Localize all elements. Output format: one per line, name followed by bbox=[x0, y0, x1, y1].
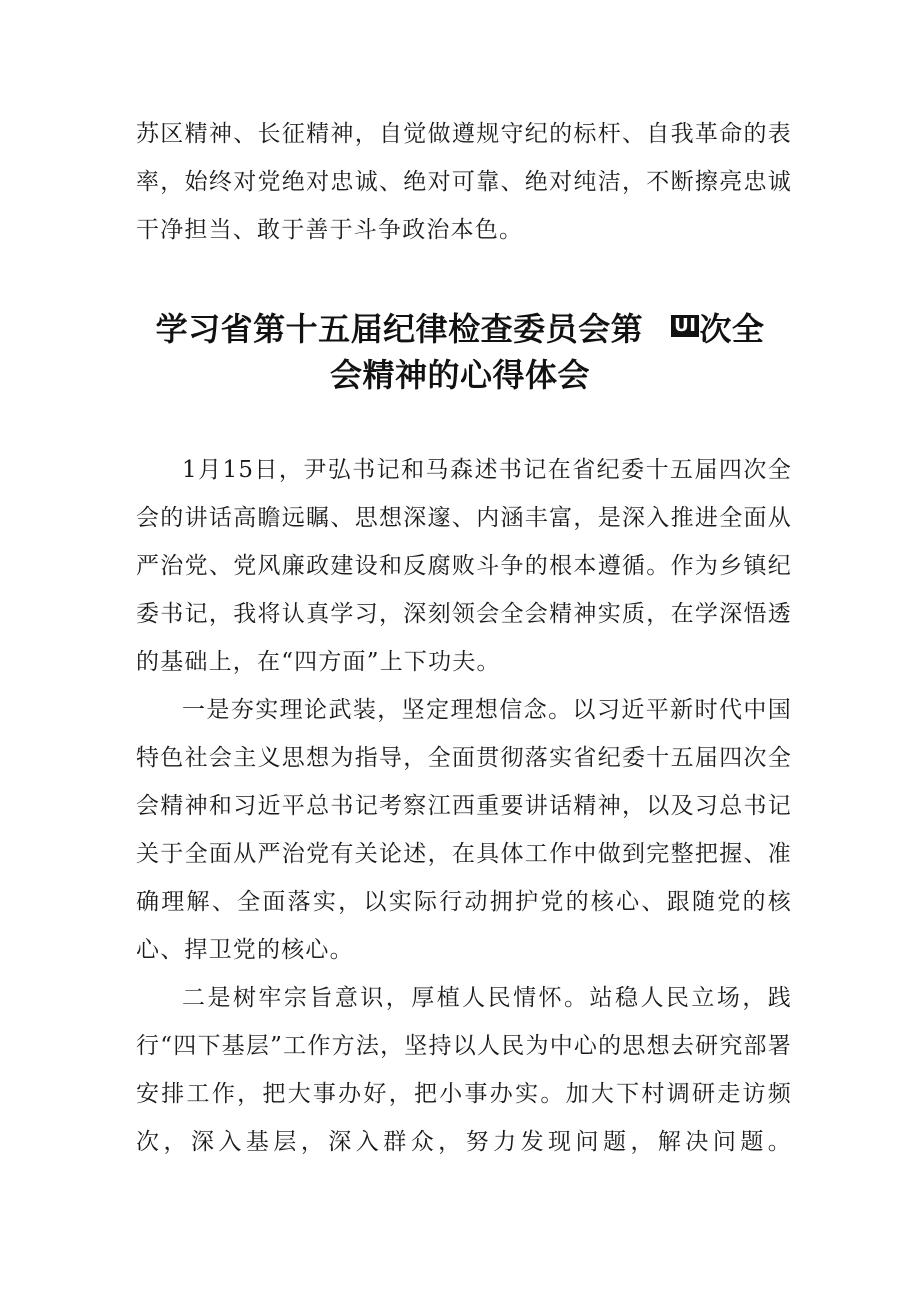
title-line-1-part-2: 次全 bbox=[699, 310, 765, 348]
title-numeral-mark: UI bbox=[671, 315, 699, 337]
title-line-1-part-1: 学习省第十五届纪律检查委员会第 bbox=[155, 310, 644, 348]
intro-paragraph: 苏区精神、长征精神，自觉做遵规守纪的标杆、自我革命的表率，始终对党绝对忠诚、绝对可靠、绝对纯洁，不断擦亮忠诚干净担当、敢于善于斗争政治本色。 bbox=[136, 121, 792, 243]
title-line-1 bbox=[120, 306, 800, 352]
title-line-2: 会精神的心得体会 bbox=[329, 356, 590, 394]
body-paragraph-3: 二是树牢宗旨意识，厚植人民情怀。站稳人民立场，践行“四下基层”工作方法，坚持以人民为中心的思想去研究部署安排工作，把大事办好，把小事办实。加大下村调研走访频次，深入基层，深入群众，努力发现问题，解决问题。 bbox=[136, 985, 792, 1155]
document-title bbox=[120, 306, 800, 398]
body-paragraph-2: 一是夯实理论武装，坚定理想信念。以习近平新时代中国特色社会主义思想为指导，全面贯彻落实省纪委十五届四次全会精神和习近平总书记考察江西重要讲话精神，以及习总书记关于全面从严治党有关论述，在具体工作中做到完整把握、准确理解、全面落实，以实际行动拥护党的核心、跟随党的核心、捍卫党的核心。 bbox=[136, 697, 792, 963]
body-paragraph-1: 1月15日，尹弘书记和马森述书记在省纪委十五届四次全会的讲话高瞻远瞩、思想深邃、内涵丰富，是深入推进全面从严治党、党风廉政建设和反腐败斗争的根本遵循。作为乡镇纪委书记，我将认真学习，深刻领会全会精神实质，在学深悟透的基础上，在“四方面”上下功夫。 bbox=[136, 457, 792, 675]
